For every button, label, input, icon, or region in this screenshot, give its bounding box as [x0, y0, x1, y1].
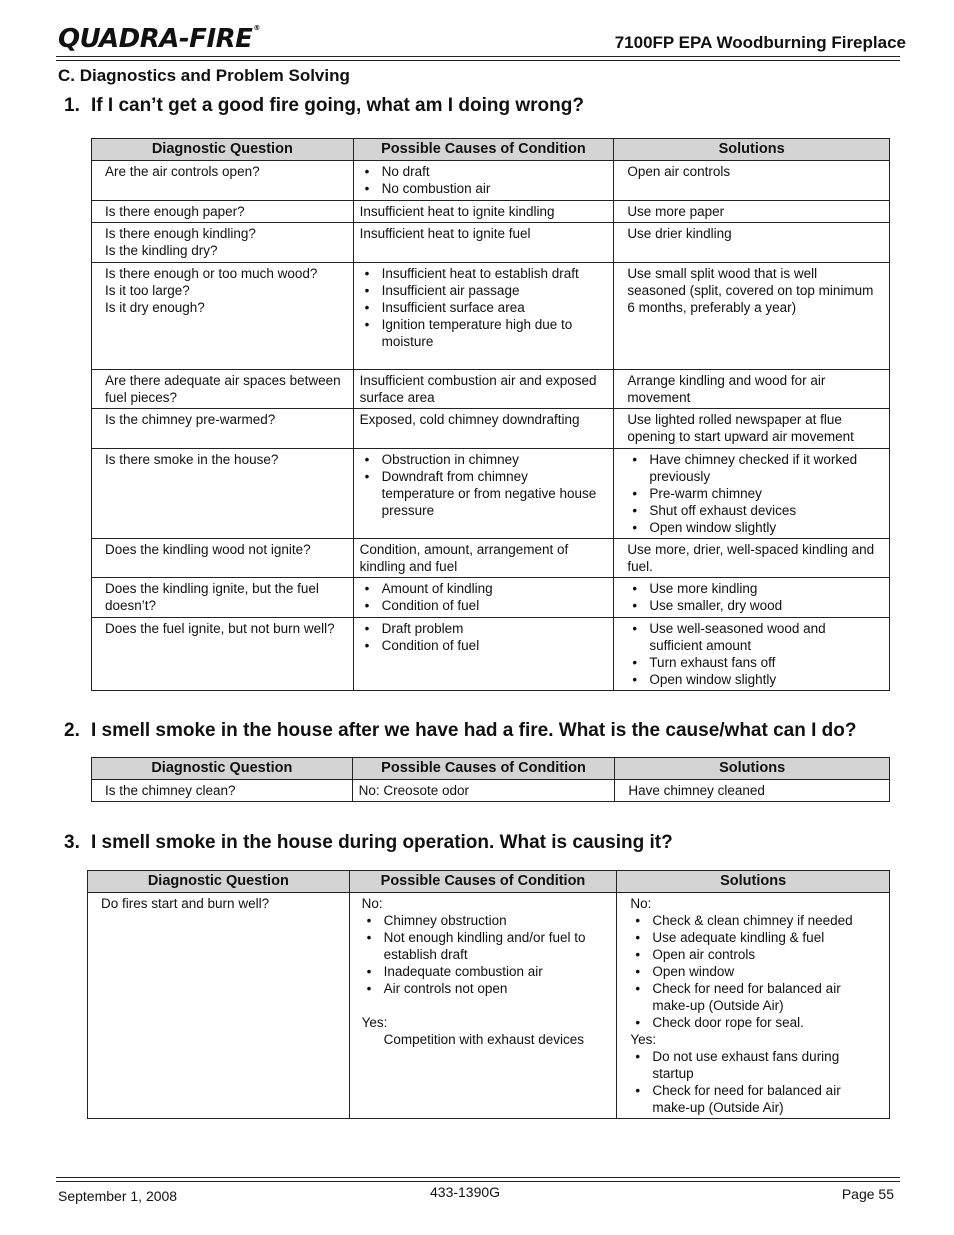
- solutions-text: Use lighted rolled newspaper at flue opening to start upward air movement: [627, 412, 854, 444]
- list-item: • Check for need for balanced air make-up (Outside Air): [630, 980, 879, 1014]
- header-rule-top: [56, 56, 900, 57]
- question-1-title: If I can’t get a good fire going, what am I doing wrong?: [91, 95, 584, 116]
- question-text: Does the fuel ignite, but not burn well?: [105, 621, 335, 636]
- question-text: Does the kindling ignite, but the fuel doesn’t?: [105, 581, 319, 613]
- solutions-text: Open air controls: [627, 164, 731, 179]
- question-text: Is there smoke in the house?: [105, 452, 279, 467]
- footer-date: September 1, 2008: [58, 1188, 178, 1204]
- header-rule-bottom: [56, 60, 900, 61]
- solutions-text: Arrange kindling and wood for air movement: [627, 373, 826, 405]
- table-row: [92, 409, 890, 449]
- question-cell: [92, 539, 354, 578]
- question-text: Are there adequate air spaces between fuel pieces?: [105, 373, 341, 405]
- solutions-list: [627, 620, 879, 688]
- table-row: [92, 263, 890, 370]
- list-item: • Check door rope for seal.: [630, 1014, 879, 1031]
- list-item: • Use adequate kindling & fuel: [630, 929, 879, 946]
- causes-yes-label: Yes:: [361, 1015, 388, 1030]
- list-item: • Shut off exhaust devices: [627, 502, 879, 519]
- causes-cell: [353, 201, 614, 223]
- footer-page-number: Page 55: [841, 1186, 894, 1202]
- list-item: • Use well-seasoned wood and sufficient amount: [627, 620, 879, 654]
- solutions-cell: [614, 223, 890, 263]
- diagnostic-table-2: [91, 757, 890, 802]
- solutions-no-label: No:: [630, 896, 652, 911]
- list-item: • Inadequate combustion air: [362, 963, 607, 980]
- solutions-yes-list: [630, 1048, 879, 1116]
- causes-text: Insufficient heat to ignite fuel: [359, 226, 531, 241]
- question-1-number: 1.: [64, 95, 80, 116]
- solutions-cell: [617, 893, 890, 1119]
- causes-list: [360, 451, 604, 519]
- causes-list: [360, 620, 604, 654]
- table-row: [92, 201, 890, 223]
- list-item: • Air controls not open: [362, 980, 607, 997]
- question-2-title: I smell smoke in the house after we have had a fire. What is the cause/what can I do?: [91, 720, 857, 741]
- footer-doc-code: 433-1390G: [430, 1184, 501, 1200]
- question-3-title: I smell smoke in the house during operation. What is causing it?: [91, 832, 673, 853]
- question-3-number: 3.: [64, 832, 80, 853]
- solutions-cell: [614, 578, 890, 618]
- question-text: Is there enough kindling?: [105, 226, 256, 241]
- solutions-list: [627, 580, 879, 614]
- question-text: Is the chimney clean?: [105, 783, 236, 798]
- question-cell: [92, 223, 354, 263]
- solutions-cell: [614, 409, 890, 449]
- col-header-solutions: Solutions: [617, 871, 890, 893]
- list-item: • Draft problem: [360, 620, 604, 637]
- solutions-text: Use more, drier, well-spaced kindling and fuel.: [627, 542, 875, 574]
- list-item: • Check & clean chimney if needed: [630, 912, 879, 929]
- list-item: • Insufficient air passage: [360, 282, 604, 299]
- causes-text: No: Creosote odor: [358, 783, 469, 798]
- list-item: • Do not use exhaust fans during startup: [630, 1048, 879, 1082]
- question-2-heading: [64, 720, 857, 742]
- diagnostic-table-1: [91, 138, 890, 691]
- causes-no-list: [362, 912, 607, 997]
- causes-cell: [353, 370, 614, 409]
- logo-text: QUADRA-FIRE: [58, 24, 253, 54]
- question-text: Is the chimney pre-warmed?: [105, 412, 276, 427]
- quadra-fire-logo: [58, 24, 260, 54]
- table-row: [92, 370, 890, 409]
- list-item: • Have chimney checked if it worked previously: [627, 451, 879, 485]
- list-item: • Not enough kindling and/or fuel to establish draft: [362, 929, 607, 963]
- list-item: • No combustion air: [360, 180, 604, 197]
- causes-no-label: No:: [361, 896, 383, 911]
- question-cell: [92, 409, 354, 449]
- table-header-row: [92, 139, 890, 161]
- question-cell: [92, 449, 354, 539]
- table-row: [92, 539, 890, 578]
- col-header-question: Diagnostic Question: [92, 139, 354, 161]
- question-cell: [92, 578, 354, 618]
- causes-cell: [353, 618, 614, 691]
- list-item: • Downdraft from chimney temperature or from negative house pressure: [360, 468, 604, 519]
- question-text: Is it too large?: [105, 283, 190, 298]
- question-1-heading: [64, 95, 584, 117]
- list-item: • Open window slightly: [627, 671, 879, 688]
- question-cell: [92, 370, 354, 409]
- question-cell: [92, 780, 353, 802]
- solutions-cell: [615, 780, 890, 802]
- solutions-text: Have chimney cleaned: [628, 783, 765, 798]
- causes-cell: [353, 578, 614, 618]
- causes-list: [360, 265, 604, 350]
- table-header-row: [92, 758, 890, 780]
- list-item: • No draft: [360, 163, 604, 180]
- causes-cell: [353, 223, 614, 263]
- section-title: C. Diagnostics and Problem Solving: [58, 66, 350, 85]
- table-row: [88, 893, 890, 1119]
- causes-text: Insufficient heat to ignite kindling: [359, 204, 555, 219]
- question-text: Is there enough paper?: [105, 204, 245, 219]
- col-header-solutions: Solutions: [614, 139, 890, 161]
- table-row: [92, 223, 890, 263]
- list-item: • Insufficient surface area: [360, 299, 604, 316]
- list-item: • Condition of fuel: [360, 637, 604, 654]
- col-header-question: Diagnostic Question: [92, 758, 353, 780]
- causes-cell: [353, 449, 614, 539]
- solutions-cell: [614, 161, 890, 201]
- causes-list: [360, 163, 604, 197]
- question-cell: [92, 263, 354, 370]
- causes-list: [360, 580, 604, 614]
- question-text: Is it dry enough?: [105, 300, 205, 315]
- list-item: • Insufficient heat to establish draft: [360, 265, 604, 282]
- list-item: • Pre-warm chimney: [627, 485, 879, 502]
- causes-text: Insufficient combustion air and exposed surface area: [359, 373, 597, 405]
- list-item: • Check for need for balanced air make-up (Outside Air): [630, 1082, 879, 1116]
- causes-text: Exposed, cold chimney downdrafting: [359, 412, 580, 427]
- list-item: • Amount of kindling: [360, 580, 604, 597]
- solutions-text: Use small split wood that is well seasoned (split, covered on top minimum 6 months, preferably a year): [627, 266, 874, 315]
- col-header-causes: Possible Causes of Condition: [352, 758, 615, 780]
- list-item: • Open window: [630, 963, 879, 980]
- solutions-text: Use more paper: [627, 204, 725, 219]
- document-title: 7100FP EPA Woodburning Fireplace: [614, 33, 906, 52]
- table-row: [92, 618, 890, 691]
- causes-yes-text: Competition with exhaust devices: [383, 1032, 584, 1047]
- list-item: • Open window slightly: [627, 519, 879, 536]
- question-3-heading: [64, 832, 673, 854]
- solutions-cell: [614, 539, 890, 578]
- question-text: Does the kindling wood not ignite?: [105, 542, 311, 557]
- solutions-list: [627, 451, 879, 536]
- col-header-solutions: Solutions: [615, 758, 890, 780]
- list-item: • Chimney obstruction: [362, 912, 607, 929]
- question-text: Is there enough or too much wood?: [105, 266, 318, 281]
- causes-cell: [352, 780, 615, 802]
- solutions-cell: [614, 370, 890, 409]
- table-header-row: [88, 871, 890, 893]
- solutions-cell: [614, 201, 890, 223]
- question-text: Do fires start and burn well?: [101, 896, 270, 911]
- col-header-question: Diagnostic Question: [88, 871, 350, 893]
- solutions-cell: [614, 449, 890, 539]
- question-cell: [92, 618, 354, 691]
- list-item: • Obstruction in chimney: [360, 451, 604, 468]
- list-item: • Condition of fuel: [360, 597, 604, 614]
- table-row: [92, 449, 890, 539]
- causes-cell: [353, 161, 614, 201]
- question-cell: [92, 201, 354, 223]
- causes-cell: [353, 539, 614, 578]
- solutions-yes-label: Yes:: [630, 1032, 657, 1047]
- diagnostic-table-3: [87, 870, 890, 1119]
- list-item: • Ignition temperature high due to moisture: [360, 316, 604, 350]
- footer-rule-bottom: [56, 1181, 900, 1182]
- solutions-cell: [614, 618, 890, 691]
- list-item: • Open air controls: [630, 946, 879, 963]
- causes-text: Condition, amount, arrangement of kindling and fuel: [359, 542, 569, 574]
- solutions-text: Use drier kindling: [627, 226, 732, 241]
- question-cell: [92, 161, 354, 201]
- table-row: [92, 161, 890, 201]
- question-2-number: 2.: [64, 720, 80, 741]
- causes-cell: [349, 893, 617, 1119]
- solutions-cell: [614, 263, 890, 370]
- causes-cell: [353, 263, 614, 370]
- registered-mark: ®: [253, 24, 260, 32]
- list-item: • Use more kindling: [627, 580, 879, 597]
- question-cell: [88, 893, 350, 1119]
- col-header-causes: Possible Causes of Condition: [353, 139, 614, 161]
- question-text: Is the kindling dry?: [105, 243, 218, 258]
- col-header-causes: Possible Causes of Condition: [349, 871, 617, 893]
- table-row: [92, 780, 890, 802]
- list-item: • Use smaller, dry wood: [627, 597, 879, 614]
- footer-rule-top: [56, 1177, 900, 1178]
- question-text: Are the air controls open?: [105, 164, 260, 179]
- causes-cell: [353, 409, 614, 449]
- solutions-no-list: [630, 912, 879, 1031]
- list-item: • Turn exhaust fans off: [627, 654, 879, 671]
- table-row: [92, 578, 890, 618]
